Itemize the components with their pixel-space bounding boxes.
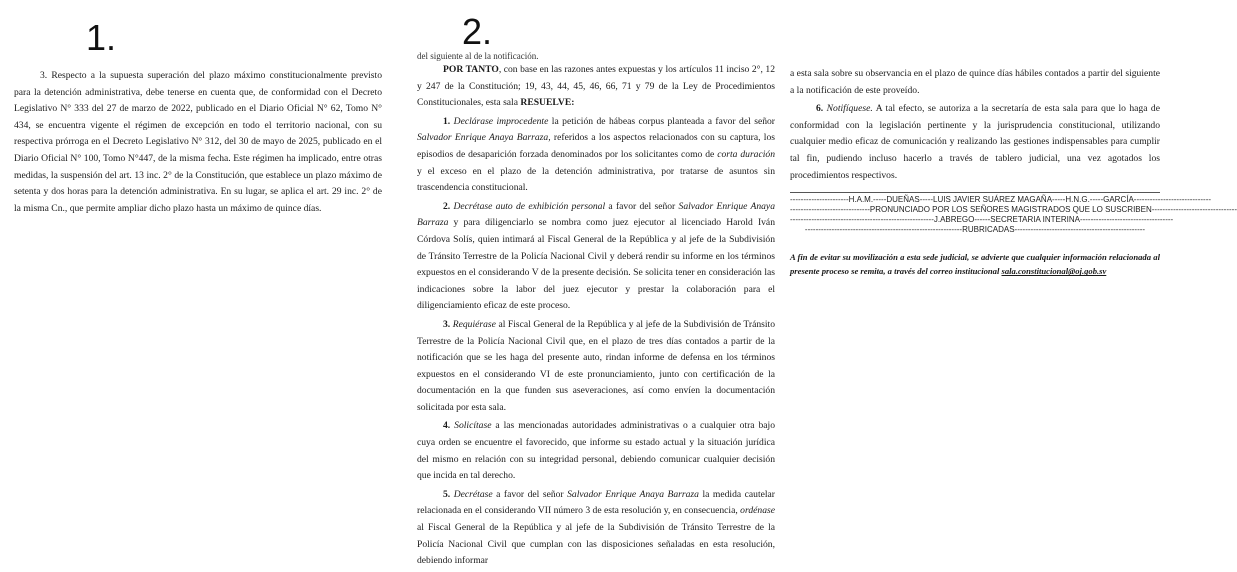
section-label-1: 1.	[86, 17, 117, 58]
por-tanto-paragraph	[417, 62, 775, 112]
person-name: Salvador Enrique Anaya Barraza	[417, 200, 775, 229]
person-name: Salvador Enrique Anaya Barraza	[567, 488, 699, 500]
item-number: 4.	[443, 420, 451, 432]
signature-line-secretary: ------------------------------------------------------J.ABREGO------SECRETARIA INTERINA-----------------------------------	[790, 214, 1174, 224]
item-text: referidos a los aspectos relacionados con su captura, los episodios de desaparición forzada denominados por los solicitantes como de	[417, 132, 775, 160]
cut-off-line: del siguiente al de la notificación.	[417, 51, 539, 61]
note-text: A fin de evitar su movilización a esta sede judicial, se advierte que cualquier información relacionada al presente proceso se remita, a través del correo institucional	[790, 252, 1160, 277]
por-tanto-text: , con base en las razones antes expuestas y los artículos 11 inciso 2°, 12 y 247 de la Constitución; 19, 43, 44, 45, 46, 66, 71 y 79 de la Ley de Procedimientos Constitucionales, esta sala	[417, 64, 775, 109]
person-name: Salvador Enrique Anaya Barraza,	[417, 132, 551, 144]
resolution-item-1	[417, 114, 775, 197]
excerpt-2-left-column	[417, 52, 775, 572]
section-label-2: 2.	[462, 11, 493, 52]
item-text: A tal efecto, se autoriza a la secretaría de esta sala para que lo haga de conformidad con la legislación pertinente y la jurisprudencia constitucional, utilizando cualquier medio eficaz de comunicación y realizando las gestiones indispensables para cumplir tal fin, pudiendo incluso hacerlo a través de tablero judicial, una vez agotados los procedimientos respectivos.	[790, 103, 1160, 181]
italic-term: ordénase	[740, 505, 775, 517]
signature-line-pronounced: ------------------------------PRONUNCIADO POR LOS SEÑORES MAGISTRADOS QUE LO SUSCRIBEN--------------------------------	[790, 204, 1237, 214]
signature-line-names: ----------------------H.A.M.-----DUEÑAS-----LUIS JAVIER SUÁREZ MAGAÑA-----H.N.G.-----GARCÍA-----------------------------	[790, 195, 1212, 205]
item-verb: Requiérase	[452, 318, 496, 330]
item-number: 2.	[443, 200, 451, 212]
item-text: a favor del señor	[605, 200, 679, 212]
item-text: al Fiscal General de la República y al jefe de la Subdivisión de Tránsito Terrestre de la Policía Nacional Civil que, en el plazo de tres días contados a partir de la notificación que se les haga del presente auto, rindan informe de defensa en los términos expuestos en el considerando VI de este pronunciamiento, junto con certificación de la documentación en la que funden sus aseveraciones, así como envíen la documentación solicitada por esta sala.	[417, 318, 775, 413]
contact-note	[790, 250, 1160, 278]
item-number: 5.	[443, 488, 451, 500]
excerpt-1-paragraph: 3. Respecto a la supuesta superación del plazo máximo constitucionalmente previsto para la detención administrativa, debe tenerse en cuenta que, de conformidad con el Decreto Legislativo N° 333 del 27 de marzo de 2022, publicado en el Diario Oficial N° 62, Tomo N° 434, se encuentra vigente el régimen de excepción en todo el territorio nacional, con su respectiva prórroga en el Decreto Legislativo N° 312, del 30 de mayo de 2025, publicado en el Diario Oficial N° 100, Tomo N°447, de la misma fecha. Este régimen ha implicado, entre otras medidas, la suspensión del art. 13 inc. 2° de la Constitución, que establece un plazo máximo de setenta y dos horas para la detención administrativa. En su lugar, se aplica el art. 29 inc. 2° de la misma Cn., que permite ampliar dicho plazo hasta un máximo de quince días.	[14, 70, 382, 214]
signature-line-rubricadas: -----------------------------------------------------------RUBRICADAS-------------------------------------------------	[804, 224, 1146, 234]
item-verb: Decrétase auto de exhibición personal	[453, 200, 606, 212]
por-tanto-heading: POR TANTO	[443, 64, 499, 75]
item-verb: Solicítase	[454, 420, 492, 432]
resolution-item-2	[417, 199, 775, 315]
item-text: al Fiscal General de la República y al jefe de la Subdivisión de Tránsito Terrestre de la Policía Nacional Civil que cumplan con las disposiciones señaladas en esta resolución, debiendo informar	[417, 522, 775, 567]
italic-term: corta duración	[717, 148, 775, 160]
item-text: la petición de hábeas corpus planteada a favor del señor	[548, 115, 775, 127]
item-verb: Decrétase	[453, 488, 493, 500]
email-link[interactable]: sala.constitucional@oj.gob.sv	[1001, 266, 1107, 277]
item-number: 1.	[443, 115, 451, 127]
item-text: a favor del señor	[492, 488, 568, 500]
excerpt-2-right-column	[790, 66, 1237, 278]
item-verb: Declárase improcedente	[453, 115, 549, 127]
resolution-item-4	[417, 418, 775, 484]
item-number: 6.	[816, 103, 824, 115]
item-text: a las mencionadas autoridades administrativas o a cualquier otra bajo cuya orden se encuentre el favorecido, que informe su estado actual y la situación jurídica del mismo en relación con su integridad personal, debiendo comunicar cualquier decisión que incida en tal derecho.	[417, 420, 775, 482]
resuelve-heading: RESUELVE:	[520, 97, 575, 109]
resolution-item-6	[790, 101, 1160, 184]
item-text: la medida cautelar relacionada en el considerando VII número 3 de esta resolución y, en consecuencia,	[417, 488, 775, 517]
item-number: 3.	[443, 318, 451, 330]
resolution-item-5	[417, 487, 775, 570]
item-text: y el exceso en el plazo de la detención administrativa, por tratarse de asuntos sin trascendencia constitucional.	[417, 165, 775, 194]
item-verb: Notifíquese.	[826, 103, 873, 115]
item-5-continuation: a esta sala sobre su observancia en el plazo de quince días hábiles contados a partir del siguiente a la notificación de este proveído.	[790, 68, 1160, 96]
item-text: y para diligenciarlo se nombra como juez ejecutor al licenciado Harold Iván Córdova Solís, quien intimará al Fiscal General de la República y al jefe de la Subdivisión de Tránsito Terrestre de la Policía Nacional Civil y deberá rendir su informe en los términos expuestos en el considerando V de la presente decisión. Se solicita tener en consideración las indicaciones sobre la labor del juez ejecutor y prestar la colaboración para el diligenciamiento eficaz de este proceso.	[417, 217, 775, 312]
resolution-item-3	[417, 317, 775, 417]
signature-block	[790, 192, 1237, 234]
